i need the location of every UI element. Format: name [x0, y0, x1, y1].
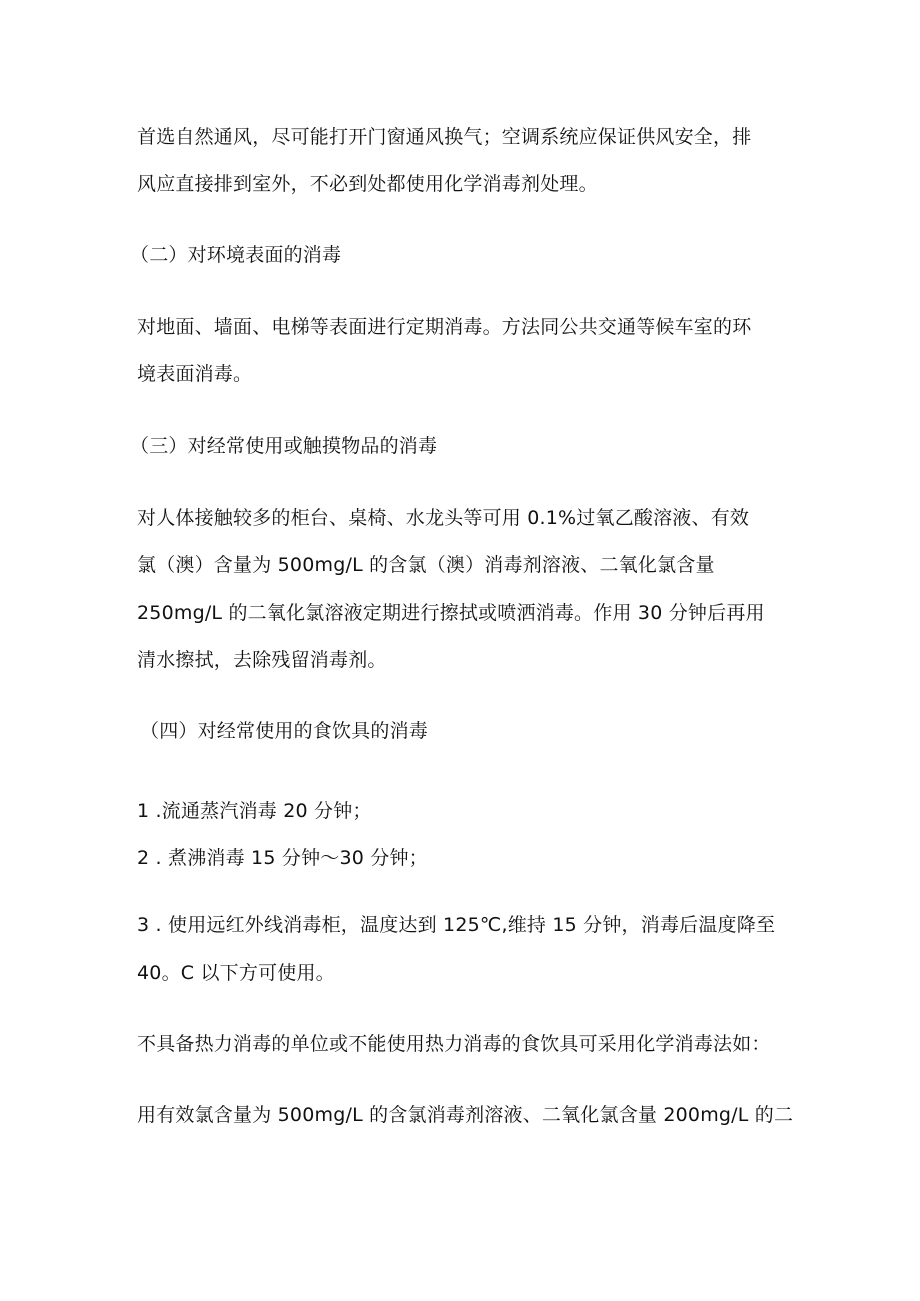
heading-touched-objects: （三）对经常使用或触摸物品的消毒 [130, 435, 438, 457]
heading-tableware: （四）对经常使用的食饮具的消毒 [140, 720, 429, 742]
paragraph-objects-line-3: 250mg/L 的二氧化氯溶液定期进行擦拭或喷洒消毒。作用 30 分钟后再用 [137, 602, 765, 624]
paragraph-surface-line-1: 对地面、墙面、电梯等表面进行定期消毒。方法同公共交通等候车室的环 [137, 316, 752, 338]
paragraph-chemical-method: 不具备热力消毒的单位或不能使用热力消毒的食饮具可采用化学消毒法如： [137, 1033, 771, 1055]
paragraph-ventilation-line-2: 风应直接排到室外，不必到处都使用化学消毒剂处理。 [137, 173, 598, 195]
paragraph-objects-line-1: 对人体接触较多的柜台、桌椅、水龙头等可用 0.1%过氧乙酸溶液、有效 [137, 507, 750, 529]
list-item-boiling: 2 . 煮沸消毒 15 分钟～30 分钟； [137, 847, 428, 869]
list-item-infrared-line-2: 40。C 以下方可使用。 [137, 962, 335, 984]
paragraph-objects-line-4: 清水擦拭，去除残留消毒剂。 [137, 649, 387, 671]
heading-environment-surface: （二）对环境表面的消毒 [130, 244, 342, 266]
paragraph-ventilation-line-1: 首选自然通风，尽可能打开门窗通风换气；空调系统应保证供风安全，排 [137, 126, 752, 148]
paragraph-surface-line-2: 境表面消毒。 [137, 363, 253, 385]
paragraph-chlorine-solution: 用有效氯含量为 500mg/L 的含氯消毒剂溶液、二氧化氯含量 200mg/L 的二 [137, 1104, 794, 1126]
paragraph-objects-line-2: 氯（澳）含量为 500mg/L 的含氯（澳）消毒剂溶液、二氧化氯含量 [137, 554, 715, 576]
list-item-steam: 1 .流通蒸汽消毒 20 分钟； [137, 800, 372, 822]
list-item-infrared-line-1: 3 . 使用远红外线消毒柜，温度达到 125℃,维持 15 分钟，消毒后温度降至 [137, 914, 776, 936]
